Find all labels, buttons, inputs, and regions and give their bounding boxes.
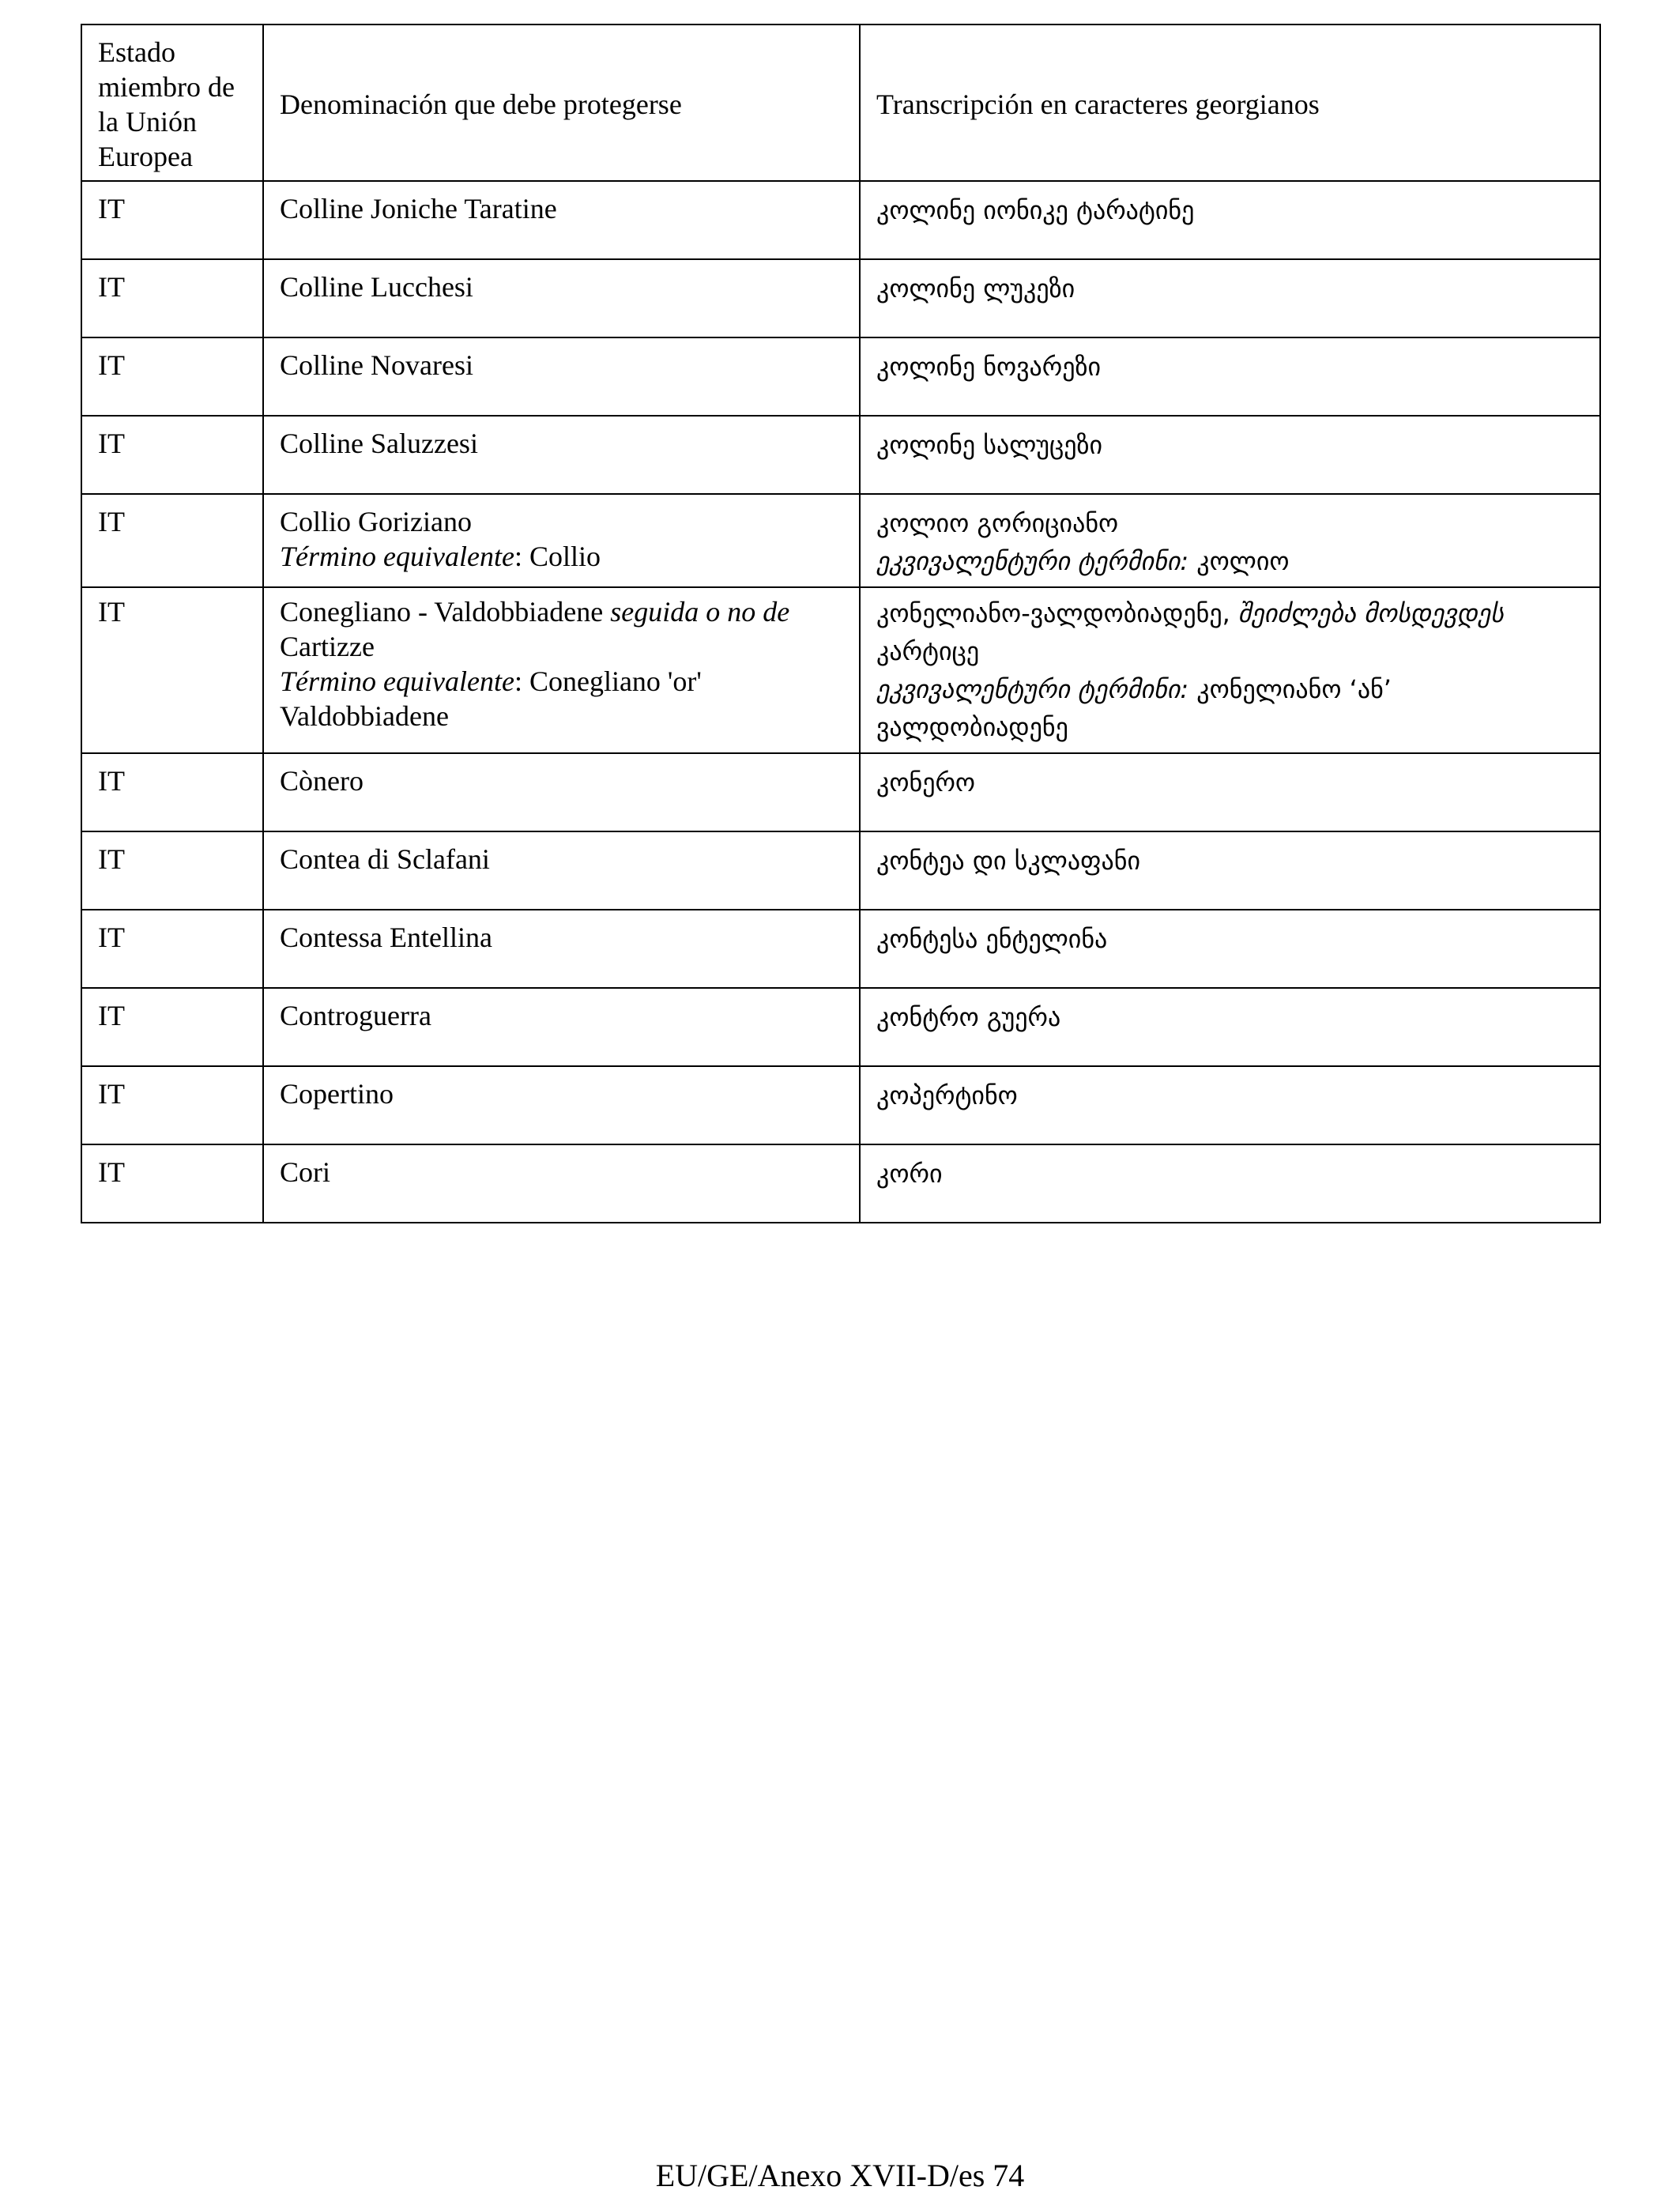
transcription-cell: კოლინე ნოვარეზი <box>860 337 1600 416</box>
denomination-cell: Controguerra <box>263 988 860 1066</box>
transcription-name: კოლიო გორიციანო <box>876 508 1119 538</box>
table-row <box>81 1144 1600 1223</box>
denomination-cell: Cònero <box>263 753 860 831</box>
table-row <box>81 1066 1600 1144</box>
denomination-cell <box>263 494 860 587</box>
table-row <box>81 259 1600 337</box>
denomination-name-continuation: Cartizze <box>280 631 375 662</box>
transcription-cell: კორი <box>860 1144 1600 1223</box>
state-cell: IT <box>81 1144 263 1223</box>
transcription-cell: კონტეა დი სკლაფანი <box>860 831 1600 910</box>
state-cell: IT <box>81 753 263 831</box>
state-cell: IT <box>81 337 263 416</box>
denomination-cell: Cori <box>263 1144 860 1223</box>
denomination-cell: Colline Saluzzesi <box>263 416 860 494</box>
denomination-cell: Contea di Sclafani <box>263 831 860 910</box>
header-member-state: Estado miembro de la Unión Europea <box>81 25 263 181</box>
denomination-cell: Colline Joniche Taratine <box>263 181 860 259</box>
transcription-cell <box>860 494 1600 587</box>
denomination-name <box>280 594 843 629</box>
equivalent-term <box>280 664 843 733</box>
header-denomination: Denominación que debe protegerse <box>263 25 860 181</box>
equivalent-term-value: Conegliano 'or' Valdobbiadene <box>280 665 702 732</box>
denomination-cell: Colline Lucchesi <box>263 259 860 337</box>
table-row <box>81 753 1600 831</box>
table-row <box>81 494 1600 587</box>
denomination-name-suffix: seguida o no de <box>603 596 790 628</box>
state-cell: IT <box>81 587 263 753</box>
transcription-name-continuation: კარტიცე <box>876 636 980 666</box>
equivalent-term-separator: : <box>514 541 529 572</box>
state-cell: IT <box>81 910 263 988</box>
transcription-equivalent-label: ეკვივალენტური ტერმინი: <box>876 674 1189 704</box>
page-footer-reference: EU/GE/Anexo XVII-D/es 74 <box>655 2158 1025 2193</box>
transcription-cell: კოლინე ლუკეზი <box>860 259 1600 337</box>
table-row <box>81 831 1600 910</box>
transcription-equivalent-value: კონელიანო ‘ან’ ვალდობიადენე <box>876 674 1392 742</box>
transcription-cell <box>860 587 1600 753</box>
denomination-name-main: Conegliano - Valdobbiadene <box>280 596 604 628</box>
transcription-cell: კონტესა ენტელინა <box>860 910 1600 988</box>
equivalent-term <box>280 539 843 574</box>
equivalent-term-label: Término equivalente <box>280 665 514 697</box>
transcription-cell: კონერო <box>860 753 1600 831</box>
transcription-equivalent <box>876 542 1584 580</box>
state-cell: IT <box>81 416 263 494</box>
denomination-cell <box>263 587 860 753</box>
denomination-cell: Copertino <box>263 1066 860 1144</box>
denomination-name: Collio Goriziano <box>280 506 472 537</box>
transcription-name-main: კონელიანო-ვალდობიადენე, <box>876 598 1238 628</box>
state-cell: IT <box>81 181 263 259</box>
denomination-cell: Colline Novaresi <box>263 337 860 416</box>
state-cell: IT <box>81 259 263 337</box>
state-cell: IT <box>81 831 263 910</box>
state-cell: IT <box>81 988 263 1066</box>
transcription-cell: კონტრო გუერა <box>860 988 1600 1066</box>
transcription-equivalent <box>876 670 1584 746</box>
transcription-cell: კოლინე იონიკე ტარატინე <box>860 181 1600 259</box>
transcription-name <box>876 594 1584 632</box>
equivalent-term-label: Término equivalente <box>280 541 514 572</box>
table-row <box>81 910 1600 988</box>
table-row <box>81 416 1600 494</box>
transcription-cell: კოლინე სალუცეზი <box>860 416 1600 494</box>
transcription-equivalent-label: ეკვივალენტური ტერმინი: <box>876 546 1189 576</box>
table-row <box>81 337 1600 416</box>
table-row <box>81 181 1600 259</box>
header-transcription: Transcripción en caracteres georgianos <box>860 25 1600 181</box>
equivalent-term-separator: : <box>514 665 529 697</box>
transcription-name-suffix: შეიძლება მოსდევდეს <box>1237 598 1504 628</box>
denomination-cell: Contessa Entellina <box>263 910 860 988</box>
equivalent-term-value: Collio <box>529 541 601 572</box>
state-cell: IT <box>81 494 263 587</box>
transcription-equivalent-value: კოლიო <box>1188 546 1290 576</box>
transcription-cell: კოპერტინო <box>860 1066 1600 1144</box>
state-cell: IT <box>81 1066 263 1144</box>
table-row <box>81 587 1600 753</box>
protected-denominations-table <box>81 24 1601 1223</box>
table-row <box>81 988 1600 1066</box>
table-header-row <box>81 25 1600 181</box>
